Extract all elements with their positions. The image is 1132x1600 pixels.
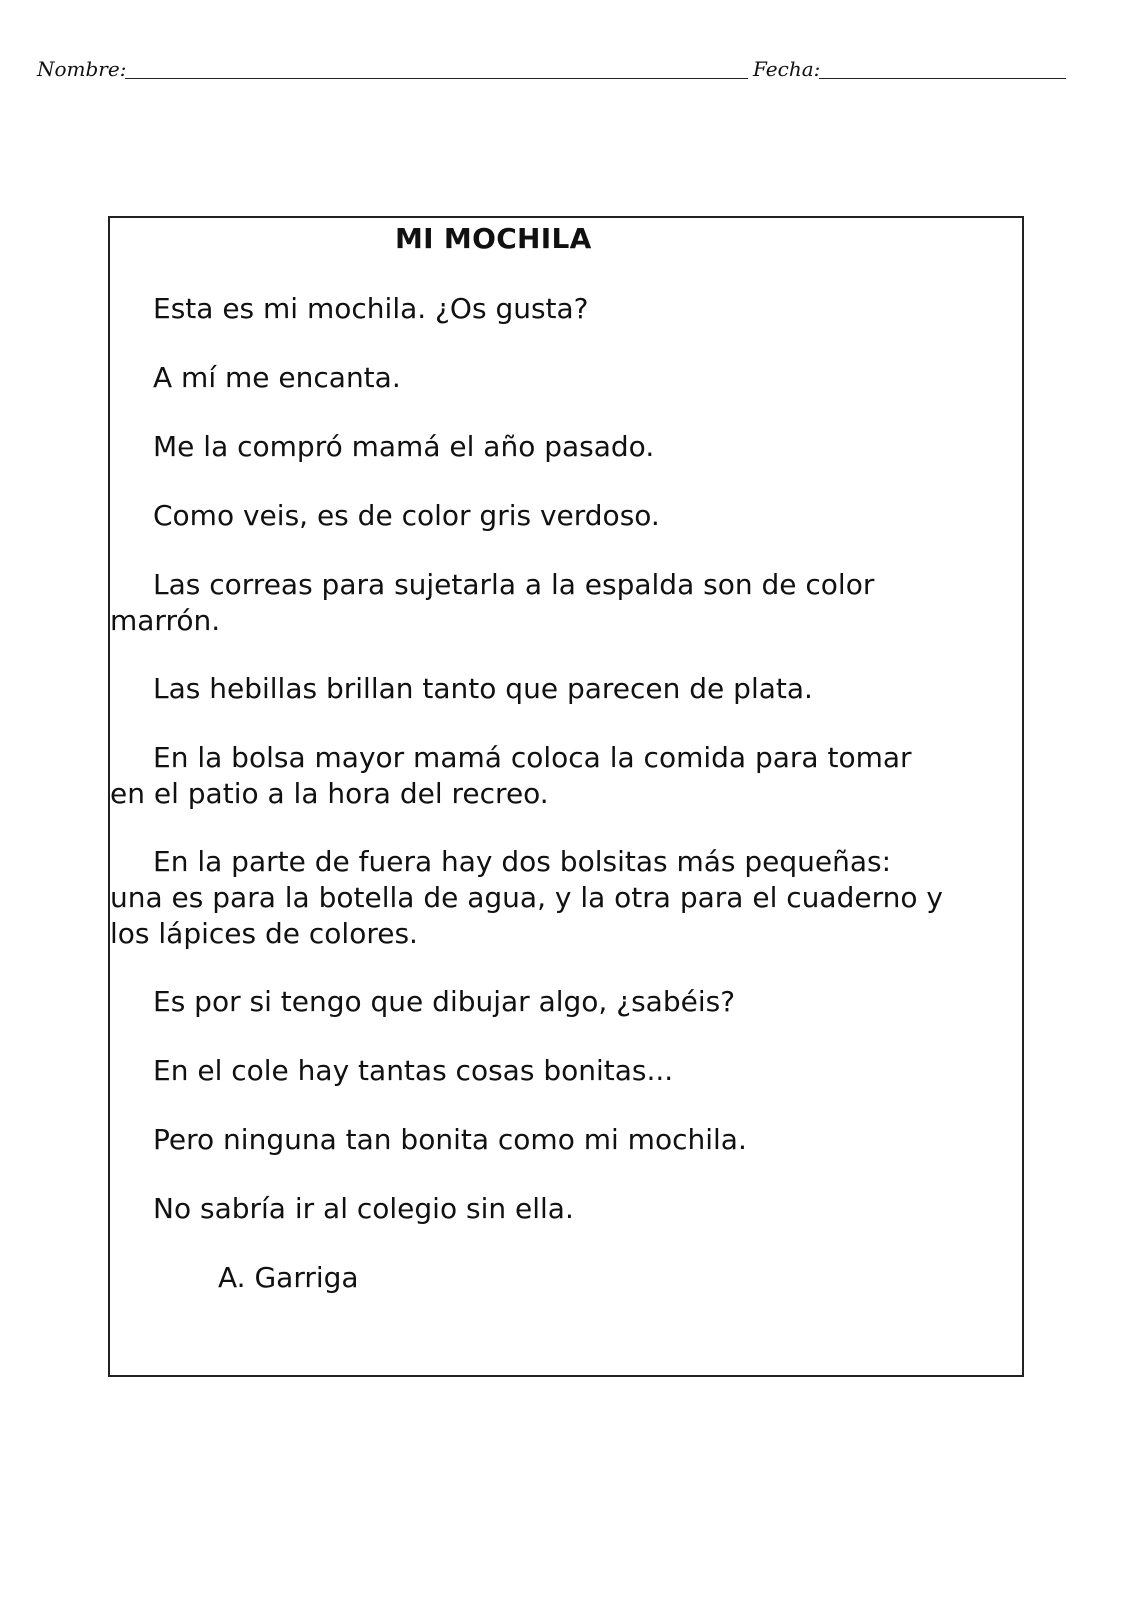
story-paragraph: En el cole hay tantas cosas bonitas... bbox=[153, 1054, 674, 1087]
story-paragraph: Me la compró mamá el año pasado. bbox=[153, 430, 655, 463]
story-paragraph: Pero ninguna tan bonita como mi mochila. bbox=[153, 1123, 747, 1156]
story-box bbox=[108, 216, 1024, 1377]
story-paragraph: Las correas para sujetarla a la espalda son de color marrón. bbox=[110, 568, 875, 637]
story-paragraph: No sabría ir al colegio sin ella. bbox=[153, 1192, 574, 1225]
story-paragraph: A mí me encanta. bbox=[153, 361, 401, 394]
story-paragraph: Como veis, es de color gris verdoso. bbox=[153, 499, 660, 532]
fecha-label: Fecha: bbox=[753, 57, 821, 81]
story-paragraph: En la bolsa mayor mamá coloca la comida para tomar en el patio a la hora del recreo. bbox=[110, 741, 912, 810]
nombre-label: Nombre: bbox=[37, 57, 127, 81]
nombre-blank-line bbox=[125, 78, 748, 79]
story-author: A. Garriga bbox=[218, 1261, 359, 1294]
story-paragraph: Esta es mi mochila. ¿Os gusta? bbox=[153, 292, 589, 325]
story-paragraph: Es por si tengo que dibujar algo, ¿sabéis? bbox=[153, 985, 736, 1018]
story-paragraph: Las hebillas brillan tanto que parecen de plata. bbox=[153, 672, 813, 705]
name-date-header bbox=[37, 56, 1087, 86]
fecha-blank-line bbox=[819, 78, 1066, 79]
story-paragraph: En la parte de fuera hay dos bolsitas más pequeñas: una es para la botella de agua, y la otra para el cuaderno y los lápices de colores. bbox=[110, 845, 943, 950]
story-title: MI MOCHILA bbox=[395, 222, 592, 255]
